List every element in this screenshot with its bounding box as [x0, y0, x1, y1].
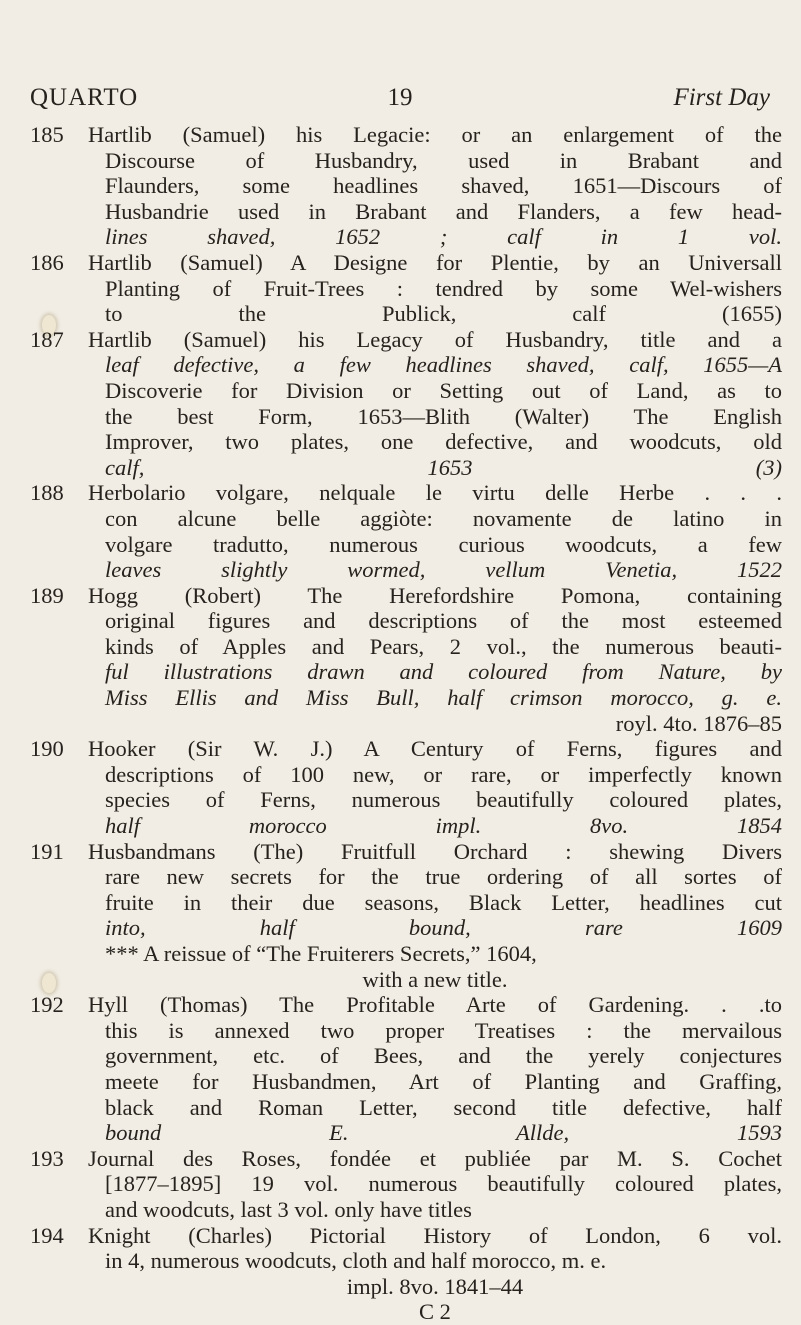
entry-line: Hyll (Thomas) The Profitable Arte of Gardening. . .to [88, 992, 782, 1018]
entry-line: and woodcuts, last 3 vol. only have titles [105, 1196, 472, 1222]
signature-mark: C 2 [419, 1299, 451, 1325]
entry-line: kinds of Apples and Pears, 2 vol., the numerous beauti- [105, 633, 782, 659]
lot-number: 190 [30, 736, 64, 762]
entry-line: Flaunders, some headlines shaved, 1651—Discours of [105, 173, 782, 199]
entry-line: Hartlib (Samuel) his Legacie: or an enlargement of the [88, 122, 782, 147]
lot-number: 194 [30, 1222, 64, 1248]
lot-entry [30, 122, 782, 250]
entry-line: lines shaved, 1652 ; calf in 1 vol. [105, 224, 782, 250]
entry-line: ful illustrations drawn and coloured from Nature, by [105, 659, 782, 685]
entry-line: this is annexed two proper Treatises : the mervailous [105, 1017, 782, 1043]
entry-note: with a new title. [362, 966, 508, 992]
lot-entry [30, 327, 782, 481]
lot-number: 185 [30, 122, 64, 147]
entry-line: calf, 1653 (3) [105, 454, 782, 480]
entry-line: the best Form, 1653—Blith (Walter) The English [105, 403, 782, 429]
entry-line: rare new secrets for the true ordering of all sortes of [105, 864, 782, 890]
entry-line: Husbandmans (The) Fruitfull Orchard : shewing Divers [88, 838, 782, 864]
entry-line: into, half bound, rare 1609 [105, 915, 782, 941]
entry-line: impl. 8vo. 1841–44 [346, 1273, 524, 1299]
header-format: QUARTO [30, 84, 139, 111]
entry-line: black and Roman Letter, second title defective, half [105, 1094, 782, 1120]
entry-line: Knight (Charles) Pictorial History of London, 6 vol. [88, 1222, 782, 1248]
lot-number: 189 [30, 582, 64, 608]
entry-line: government, etc. of Bees, and the yerely conjectures [105, 1043, 782, 1069]
entry-note: *** A reissue of “The Fruiterers Secrets,” 1604, [105, 941, 537, 966]
page-header [30, 84, 770, 120]
header-day: First Day [673, 84, 770, 111]
entry-line: meete for Husbandmen, Art of Planting and Graffing, [105, 1068, 782, 1094]
lot-entry [30, 839, 782, 993]
lot-entry [30, 736, 782, 838]
lot-entry [30, 583, 782, 737]
entry-line: Journal des Roses, fondée et publiée par M. S. Cochet [88, 1145, 782, 1171]
entry-line: half morocco impl. 8vo. 1854 [105, 813, 782, 839]
entry-line: Husbandrie used in Brabant and Flanders, a few head- [105, 198, 782, 224]
entry-line: volgare tradutto, numerous curious woodcuts, a few [105, 531, 782, 557]
entry-line: bound E. Allde, 1593 [105, 1120, 782, 1146]
entry-line: Improver, two plates, one defective, and woodcuts, old [105, 429, 782, 455]
lot-list [30, 122, 782, 1325]
entry-line: Hooker (Sir W. J.) A Century of Ferns, figures and [88, 736, 782, 762]
lot-entry [30, 480, 782, 582]
entry-line: original figures and descriptions of the most esteemed [105, 608, 782, 634]
entry-line: Planting of Fruit-Trees : tendred by some Wel-wishers [105, 275, 782, 301]
lot-number: 187 [30, 326, 64, 352]
entry-line: Miss Ellis and Miss Bull, half crimson morocco, g. e. [105, 685, 782, 711]
entry-line: Discourse of Husbandry, used in Brabant and [105, 147, 782, 173]
page-number: 19 [387, 84, 413, 111]
lot-entry [30, 1146, 782, 1223]
entry-line: Discoverie for Division or Setting out of Land, as to [105, 377, 782, 403]
lot-entry [30, 1223, 782, 1325]
entry-line: leaf defective, a few headlines shaved, calf, 1655—A [105, 352, 782, 378]
entry-line: con alcune belle aggiòte: novamente de latino in [105, 505, 782, 531]
entry-line: species of Ferns, numerous beautifully coloured plates, [105, 787, 782, 813]
entry-line: in 4, numerous woodcuts, cloth and half morocco, m. e. [105, 1248, 607, 1274]
entry-line: [1877–1895] 19 vol. numerous beautifully coloured plates, [105, 1171, 782, 1197]
lot-number: 191 [30, 838, 64, 864]
lot-number: 192 [30, 992, 64, 1018]
entry-line: fruite in their due seasons, Black Letter, headlines cut [105, 889, 782, 915]
lot-number: 193 [30, 1145, 64, 1171]
entry-line: to the Publick, calf (1655) [105, 301, 782, 327]
entry-line: Hogg (Robert) The Herefordshire Pomona, containing [88, 582, 782, 608]
entry-line: Herbolario volgare, nelquale le virtu delle Herbe . . . [88, 480, 782, 506]
entry-line: leaves slightly wormed, vellum Venetia, 1522 [105, 557, 782, 583]
entry-line: Hartlib (Samuel) A Designe for Plentie, by an Universall [88, 249, 782, 275]
entry-line: Hartlib (Samuel) his Legacy of Husbandry, title and a [88, 326, 782, 352]
lot-number: 188 [30, 480, 64, 506]
entry-line: royl. 4to. 1876–85 [615, 710, 782, 736]
lot-entry [30, 250, 782, 327]
lot-number: 186 [30, 249, 64, 275]
entry-line: descriptions of 100 new, or rare, or imperfectly known [105, 761, 782, 787]
lot-entry [30, 992, 782, 1146]
